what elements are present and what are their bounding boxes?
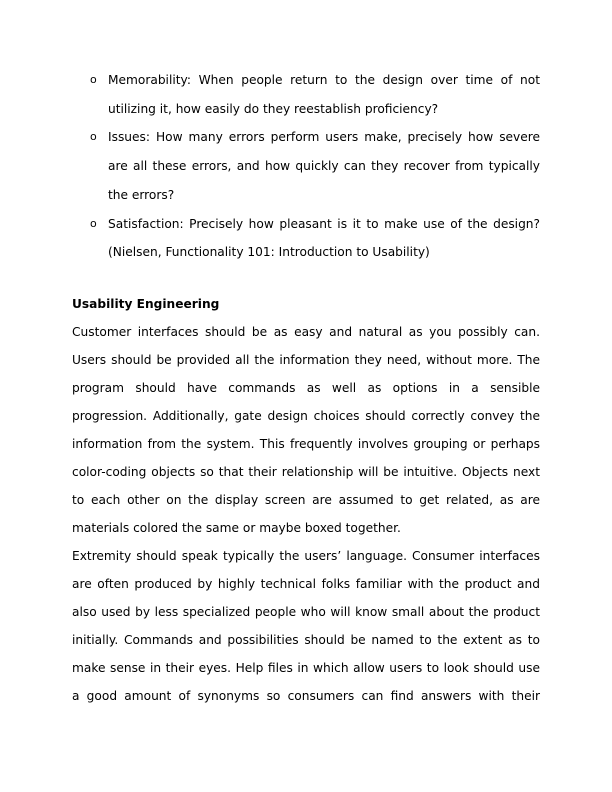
bullet-item-satisfaction xyxy=(90,210,540,267)
hollow-bullet-icon: o xyxy=(90,216,97,230)
bullet-text: Issues: How many errors perform users make, precisely how severe are all these errors, and how quickly can they recover from typically the errors? xyxy=(108,130,540,202)
bullet-item-issues xyxy=(90,123,540,209)
bullet-text: Satisfaction: Precisely how pleasant is it to make use of the design? (Nielsen, Functionality 101: Introduction to Usability) xyxy=(108,216,540,260)
criteria-bullet-list xyxy=(90,66,540,267)
hollow-bullet-icon: o xyxy=(90,130,97,144)
body-paragraph: Extremity should speak typically the users’ language. Consumer interfaces are often produced by highly technical folks familiar with the product and also used by less specialized people who will know small about the product initially. Commands and possibilities should be named to the extent as to make sense in their eyes. Help files in which allow users to look should use a good amount of synonyms so consumers can find answers with their xyxy=(72,549,540,703)
bullet-item-memorability xyxy=(90,66,540,123)
hollow-bullet-icon: o xyxy=(90,73,97,86)
section-heading: Usability Engineering xyxy=(72,297,220,311)
body-paragraph: Customer interfaces should be as easy and natural as you possibly can. Users should be provided all the information they need, without more. The program should have commands as well as options in a sensible progression. Additionally, gate design choices should correctly convey the information from the system. This frequently involves grouping or perhaps color-coding objects so that their relationship will be intuitive. Objects next to each other on the display screen are assumed to get related, as are materials colored the same or maybe boxed together. xyxy=(72,325,540,535)
bullet-text: Memorability: When people return to the design over time of not utilizing it, how easily do they reestablish proficiency? xyxy=(108,73,540,116)
section-body xyxy=(72,318,540,710)
